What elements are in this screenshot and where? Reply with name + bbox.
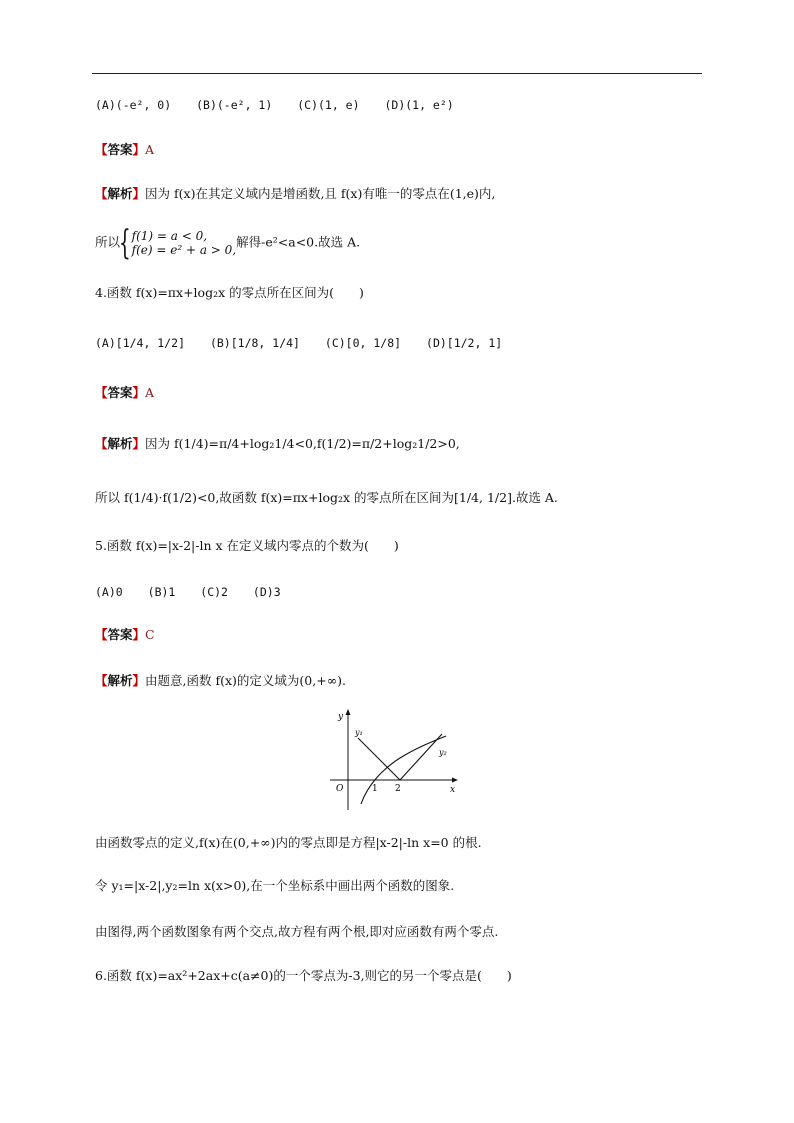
q5-analysis-row bbox=[95, 673, 346, 689]
q4-analysis-row bbox=[95, 436, 460, 452]
q4-answer: A bbox=[145, 385, 155, 400]
curve-label-y1: y₁ bbox=[355, 728, 363, 737]
y-axis-arrow bbox=[346, 709, 351, 715]
answer-tag: 【答案】 bbox=[95, 385, 146, 400]
q4-option-c: (C)[0, 1/8] bbox=[324, 336, 402, 350]
q3-analysis-system-row bbox=[95, 223, 361, 263]
q3-option-d: (D)(1, e²) bbox=[384, 98, 454, 112]
q4-question: 4.函数 f(x)=πx+log₂x 的零点所在区间为( ) bbox=[95, 285, 364, 300]
origin-label: O bbox=[336, 784, 344, 794]
q5-analysis-line4: 由图得,两个函数图象有两个交点,故方程有两个根,即对应函数有两个零点. bbox=[95, 924, 499, 939]
q4-analysis-line2: 所以 f(1/4)·f(1/2)<0,故函数 f(x)=πx+log₂x 的零点所在区间为[1/4, 1/2].故选 A. bbox=[95, 490, 558, 505]
tick-label-2: 2 bbox=[395, 784, 401, 794]
q3-option-a: (A)(-e², 0) bbox=[95, 98, 172, 112]
q6-question: 6.函数 f(x)=ax²+2ax+c(a≠0)的一个零点为-3,则它的另一个零点是( ) bbox=[95, 968, 512, 983]
x-axis-arrow bbox=[452, 778, 458, 783]
y-axis-label: y bbox=[338, 712, 344, 722]
q5-option-d: (D)3 bbox=[252, 585, 281, 599]
tick-label-1: 1 bbox=[372, 784, 378, 794]
q3-options bbox=[95, 97, 454, 113]
analysis-tag: 【解析】 bbox=[95, 673, 146, 688]
q3-option-b: (B)(-e², 1) bbox=[196, 98, 273, 112]
q4-options bbox=[95, 335, 502, 351]
q5-question: 5.函数 f(x)=|x-2|-ln x 在定义域内零点的个数为( ) bbox=[95, 538, 399, 553]
x-axis-label: x bbox=[450, 785, 456, 795]
q5-analysis-line2: 由函数零点的定义,f(x)在(0,+∞)内的零点即是方程|x-2|-ln x=0 的根. bbox=[95, 835, 482, 850]
q4-answer-row bbox=[95, 385, 154, 401]
analysis-tag: 【解析】 bbox=[95, 436, 146, 451]
q4-option-a: (A)[1/4, 1/2] bbox=[95, 336, 186, 350]
curve-y1-abs bbox=[358, 734, 442, 780]
q5-option-a: (A)0 bbox=[95, 585, 123, 599]
q3-option-c: (C)(1, e) bbox=[297, 98, 360, 112]
q4-option-b: (B)[1/8, 1/4] bbox=[209, 336, 300, 350]
q3-analysis-row bbox=[95, 186, 495, 202]
q3-answer: A bbox=[145, 142, 155, 157]
analysis-tag: 【解析】 bbox=[95, 186, 146, 201]
q5-options bbox=[95, 584, 281, 600]
q5-answer-row bbox=[95, 627, 155, 643]
q4-option-d: (D)[1/2, 1] bbox=[426, 336, 503, 350]
q5-answer: C bbox=[145, 627, 155, 642]
equation-system bbox=[132, 229, 236, 257]
header-rule bbox=[92, 73, 702, 74]
function-graph bbox=[328, 704, 462, 814]
q3-analysis-line1: 因为 f(x)在其定义域内是增函数,且 f(x)有唯一的零点在(1,e)内, bbox=[145, 186, 496, 201]
system-row-1: f(1) = a < 0, bbox=[131, 229, 208, 243]
system-row-2: f(e) = e² + a > 0, bbox=[131, 243, 237, 257]
q3-answer-row bbox=[95, 142, 154, 158]
q5-analysis-line1: 由题意,函数 f(x)的定义域为(0,+∞). bbox=[145, 673, 346, 688]
q5-option-c: (C)2 bbox=[200, 585, 228, 599]
q4-analysis-line1: 因为 f(1/4)=π/4+log₂1/4<0,f(1/2)=π/2+log₂1/2>0, bbox=[145, 436, 460, 451]
q5-analysis-line3: 令 y₁=|x-2|,y₂=ln x(x>0),在一个坐标系中画出两个函数的图象. bbox=[95, 878, 455, 893]
q5-option-b: (B)1 bbox=[147, 585, 176, 599]
q3-analysis-suffix: 解得-e²<a<0.故选 A. bbox=[236, 234, 361, 250]
answer-tag: 【答案】 bbox=[95, 142, 146, 157]
answer-tag: 【答案】 bbox=[95, 627, 146, 642]
left-brace: { bbox=[118, 223, 131, 263]
q3-analysis-prefix: 所以 bbox=[95, 234, 121, 250]
curve-label-y2: y₂ bbox=[439, 748, 447, 757]
